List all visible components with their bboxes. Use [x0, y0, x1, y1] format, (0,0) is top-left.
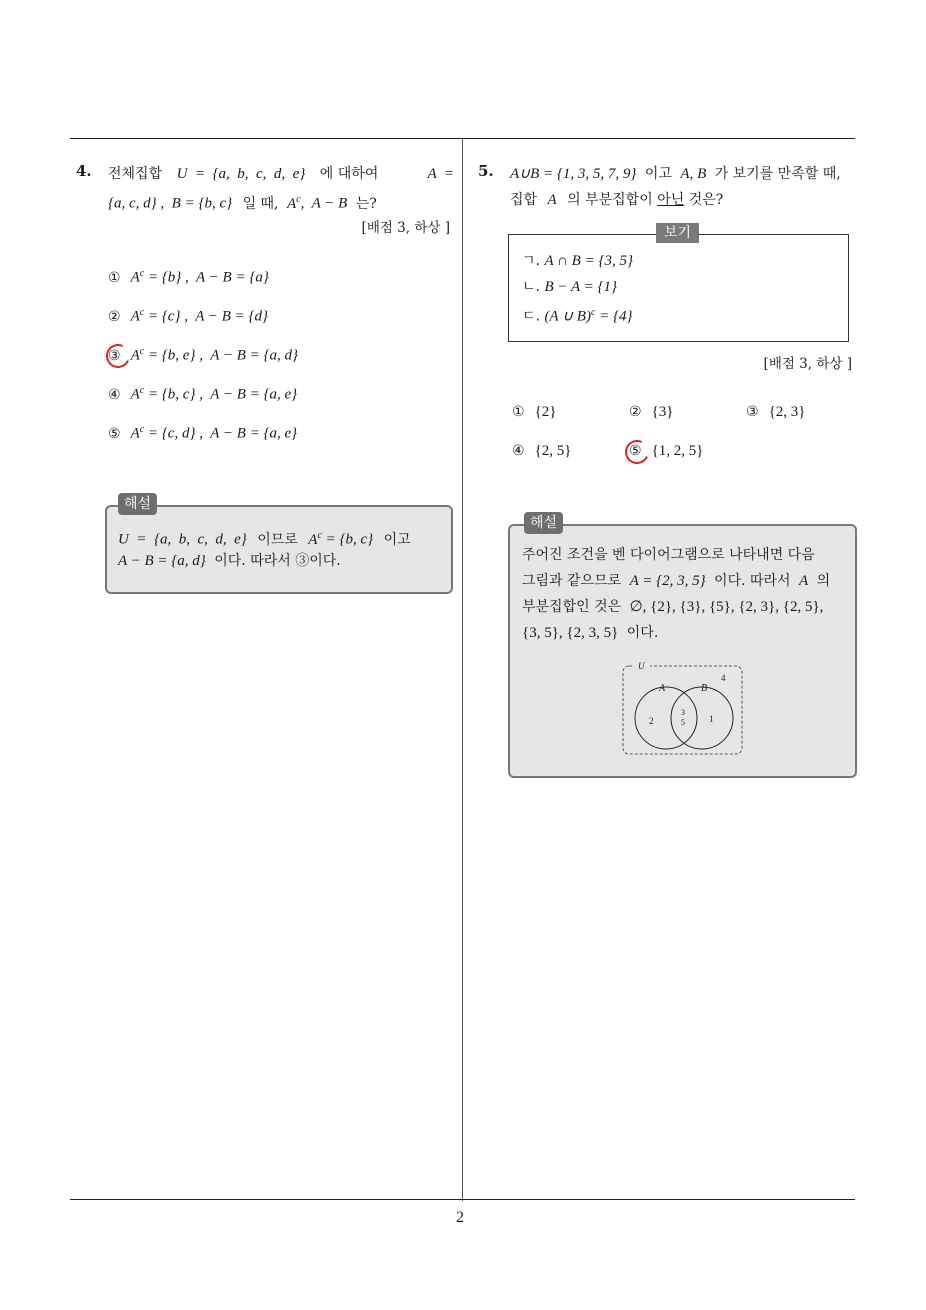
solution-math: U = {a, b, c, d, e} — [118, 531, 247, 548]
choice-math: A — [130, 269, 140, 286]
q5-choice-3[interactable] — [746, 404, 805, 421]
q4-score: [배점 3, 하상 ] — [361, 220, 450, 236]
q4-choice-1[interactable] — [108, 268, 269, 287]
solution-math: A — [799, 573, 809, 589]
venn-intersection-top: 3 — [681, 708, 685, 717]
solution-word: 이다. — [626, 625, 659, 641]
q4-solution-tag: 해설 — [118, 493, 157, 515]
q4-stem-math: {a, c, d} , B = {b, c} — [108, 195, 233, 212]
solution-word: 부분집합인 것은 — [522, 599, 622, 615]
solution-sup: c — [317, 530, 322, 541]
venn-diagram — [620, 658, 746, 758]
q5-solution-line1: 주어진 조건을 벤 다이어그램으로 나타내면 다음 — [522, 547, 815, 563]
solution-math: A − B = {a, d} — [118, 553, 206, 569]
choice-math: A — [130, 425, 140, 442]
q4-stem-word: 전체집합 — [108, 166, 163, 182]
choice-number: ⑤ — [108, 425, 121, 442]
choice-sup: c — [139, 385, 145, 396]
q5-stem-math: A, B — [680, 166, 707, 182]
solution-math: ∅, {2}, {3}, {5}, {2, 3}, {2, 5}, — [629, 599, 824, 615]
q4-stem-word: 는? — [355, 195, 377, 212]
q5-solution-line4 — [522, 621, 658, 646]
choice-sup: c — [139, 307, 145, 318]
q5-solution-line2 — [522, 569, 830, 594]
choice-math: {2, 3} — [768, 404, 806, 420]
choice-number: ① — [108, 269, 121, 286]
choice-math: = {c} , A − B = {d} — [144, 308, 268, 325]
choice-sup: c — [139, 346, 145, 357]
q4-choice-2[interactable] — [108, 307, 268, 326]
venn-label-b: B — [701, 683, 708, 694]
q5-solution-tag: 해설 — [524, 512, 563, 534]
q4-stem-line1 — [108, 161, 454, 187]
bogi-math: = {4} — [595, 308, 633, 325]
venn-only-b-value: 1 — [709, 714, 714, 724]
choice-math: = {b, c} , A − B = {a, e} — [144, 386, 298, 403]
q5-stem-line2 — [510, 187, 723, 213]
q4-choice-4[interactable] — [108, 385, 297, 404]
solution-word: 이다. 따라서 — [714, 573, 791, 589]
solution-math: = {b, c} — [321, 531, 374, 548]
q4-stem-word: 일 때, — [242, 195, 279, 212]
choice-number: ② — [108, 308, 121, 325]
venn-outside-value: 4 — [721, 673, 726, 683]
q5-stem-underlined: 아닌 — [657, 192, 685, 208]
bogi-math: A ∩ B = {3, 5} — [544, 253, 633, 269]
q5-stem-word: 집합 — [510, 192, 538, 208]
q4-stem-math: A — [286, 195, 297, 212]
q4-number: 4. — [76, 162, 92, 180]
q5-stem-word: 이고 — [644, 166, 672, 182]
solution-word: 이다. 따라서 ③이다. — [214, 553, 341, 569]
solution-word: 이고 — [383, 531, 411, 548]
bogi-sup: c — [590, 307, 596, 318]
q5-bogi-item-2 — [522, 276, 617, 298]
choice-number: ④ — [108, 386, 121, 403]
page-number: 2 — [456, 1209, 464, 1226]
q4-stem-math: U = {a, b, c, d, e} — [176, 166, 306, 182]
q5-stem-word: 가 보기를 만족할 때, — [714, 166, 841, 182]
q5-choice-2[interactable] — [629, 404, 673, 421]
choice-number: ③ — [108, 347, 121, 364]
choice-sup: c — [139, 424, 145, 435]
bogi-label: ㄱ. — [522, 253, 540, 269]
bottom-rule — [70, 1199, 855, 1200]
solution-math: A = {2, 3, 5} — [629, 573, 706, 589]
venn-universe-label: U — [638, 661, 645, 671]
choice-math: {2, 5} — [534, 443, 572, 459]
solution-word: 그림과 같으므로 — [522, 573, 622, 589]
q5-choice-5[interactable] — [629, 443, 703, 460]
q5-bogi-item-1 — [522, 250, 633, 272]
choice-number: ① — [512, 404, 525, 420]
q5-stem-line1 — [510, 161, 841, 187]
solution-math: {3, 5}, {2, 3, 5} — [522, 625, 619, 641]
bogi-math: B − A = {1} — [544, 279, 617, 295]
bogi-label: ㄷ. — [522, 308, 540, 325]
q4-choice-3[interactable] — [108, 346, 298, 365]
column-divider — [462, 139, 463, 1201]
q4-choice-5[interactable] — [108, 424, 297, 443]
choice-number: ③ — [746, 404, 759, 420]
q4-stem-word: 에 대하여 — [319, 166, 379, 182]
solution-word: 의 — [816, 573, 831, 589]
venn-only-a-value: 2 — [649, 716, 654, 726]
venn-intersection-bottom: 5 — [681, 718, 685, 727]
q5-number: 5. — [478, 162, 494, 180]
choice-number: ② — [629, 404, 642, 420]
bogi-label: ㄴ. — [522, 279, 540, 295]
choice-math: = {c, d} , A − B = {a, e} — [144, 425, 298, 442]
choice-sup: c — [139, 268, 145, 279]
q5-choice-4[interactable] — [512, 443, 571, 460]
q5-stem-word: 의 부분집합이 — [567, 192, 653, 208]
q4-stem-math: , A − B — [300, 195, 348, 212]
q5-stem-math: A∪B = {1, 3, 5, 7, 9} — [510, 166, 637, 182]
q5-bogi-tag: 보기 — [656, 223, 699, 243]
q4-stem-math: A = — [427, 166, 454, 182]
choice-math: {1, 2, 5} — [651, 443, 704, 459]
q5-score: [배점 3, 하상 ] — [763, 356, 852, 372]
choice-number: ⑤ — [629, 443, 642, 459]
solution-math: A — [308, 531, 318, 548]
choice-math: A — [130, 308, 140, 325]
choice-math: = {b} , A − B = {a} — [144, 269, 269, 286]
q5-bogi-item-3 — [522, 302, 633, 328]
bogi-math: (A ∪ B) — [544, 308, 591, 325]
q5-stem-math: A — [547, 192, 557, 208]
choice-math: A — [130, 347, 140, 364]
choice-number: ④ — [512, 443, 525, 459]
solution-word: 이므로 — [257, 531, 298, 548]
q4-stem-sup: c — [296, 194, 301, 205]
q5-solution-line3 — [522, 595, 823, 620]
q4-solution-line2 — [118, 549, 341, 574]
choice-math: A — [130, 386, 140, 403]
venn-circle-a — [635, 687, 697, 749]
q4-stem-line2 — [108, 187, 377, 217]
choice-math: = {b, e} , A − B = {a, d} — [144, 347, 298, 364]
q5-choice-1[interactable] — [512, 404, 556, 421]
q5-stem-word: 것은? — [688, 192, 724, 208]
choice-math: {3} — [651, 404, 674, 420]
choice-math: {2} — [534, 404, 557, 420]
venn-label-a: A — [659, 683, 666, 694]
